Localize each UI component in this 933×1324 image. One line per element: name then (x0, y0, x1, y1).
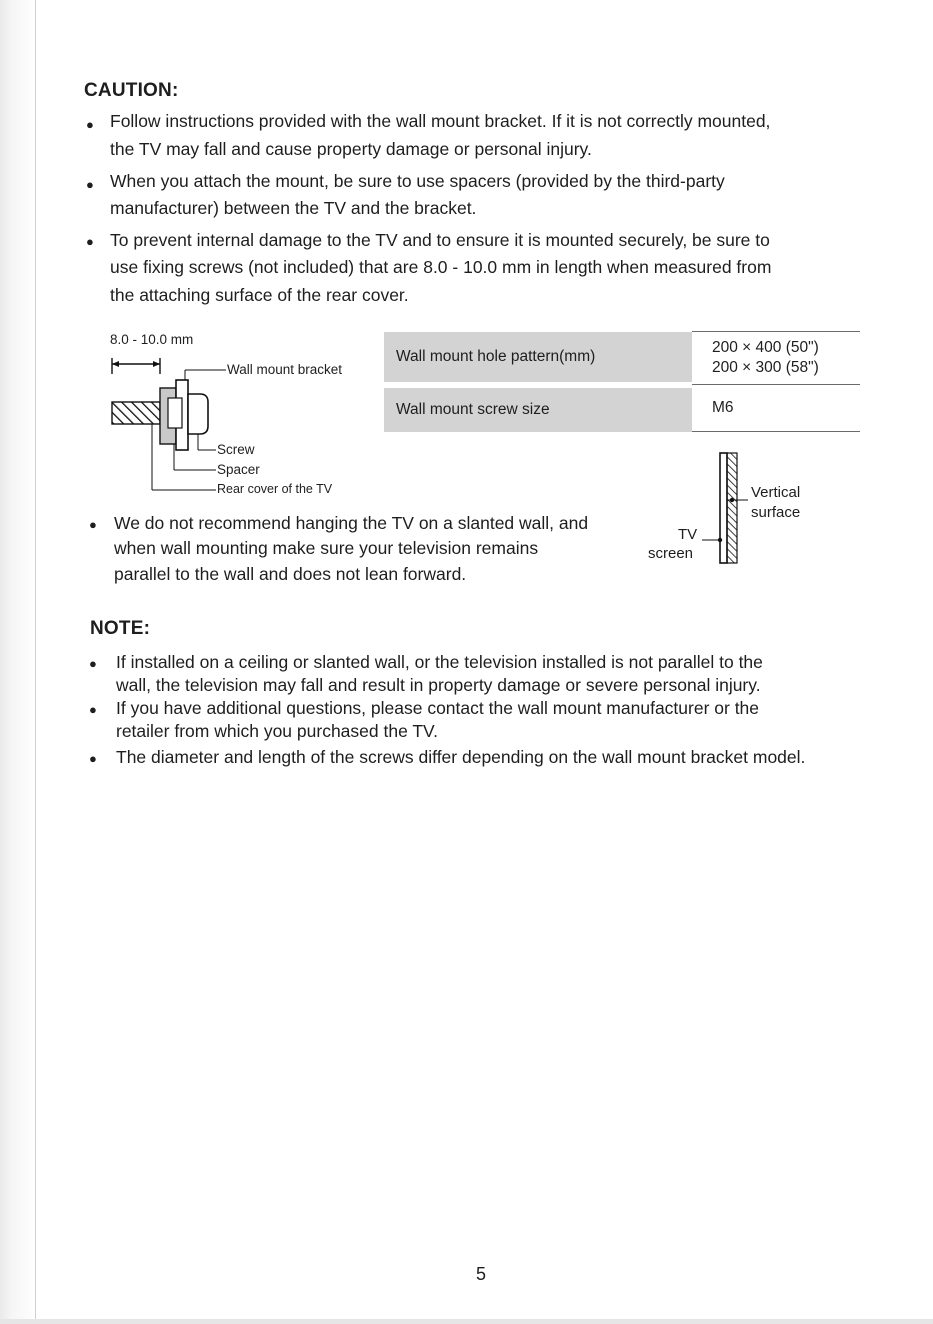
hole-pattern-label: Wall mount hole pattern(mm) (384, 332, 692, 385)
note-item-2-line-2: retailer from which you purchased the TV. (116, 721, 438, 741)
page-bottom-edge (0, 1319, 933, 1324)
caution-item-1-line-2: the TV may fall and cause property damage or personal injury. (110, 139, 592, 159)
screw-diagram-drawing (108, 330, 378, 505)
screw-size-value: M6 (692, 385, 860, 432)
bullet-icon: ● (89, 702, 97, 717)
caution-item-1-line-1: Follow instructions provided with the wall mount bracket. If it is not correctly mounted, (110, 111, 771, 131)
wall-mount-bracket-label: Wall mount bracket (227, 362, 343, 377)
bullet-icon: ● (86, 117, 94, 132)
screen-label: screen (648, 545, 694, 562)
note-item-1-line-1: If installed on a ceiling or slanted wall, or the television installed is not parallel to the (116, 652, 763, 672)
note-item-3-line-1: The diameter and length of the screws differ depending on the wall mount bracket model. (116, 747, 806, 767)
page-number: 5 (475, 1264, 486, 1284)
rear-cover-label: Rear cover of the TV (217, 482, 333, 496)
spec-row-hole-pattern (384, 332, 860, 385)
note-heading: NOTE: (90, 618, 151, 639)
bullet-icon: ● (89, 656, 97, 671)
caution-heading: CAUTION: (84, 80, 179, 101)
screw-mounting-diagram (108, 330, 378, 505)
page-binding-shadow (0, 0, 38, 1324)
caution-item-2-line-1: When you attach the mount, be sure to use spacers (provided by the third-party (110, 171, 725, 191)
note-item-1-line-2: wall, the television may fall and result in property damage or severe personal injury. (116, 675, 761, 695)
hole-pattern-value-50: 200 × 400 (50") (712, 339, 819, 356)
caution-item-3-line-1: To prevent internal damage to the TV and to ensure it is mounted securely, be sure to (110, 230, 770, 250)
screw-size-label: Wall mount screw size (384, 385, 692, 432)
vertical-wall-diagram (640, 448, 840, 573)
tv-label: TV (678, 526, 698, 543)
hole-pattern-values (692, 332, 860, 385)
caution-item-3-line-3: the attaching surface of the rear cover. (110, 285, 409, 305)
caution-item-3-line-2: use fixing screws (not included) that are 8.0 - 10.0 mm in length when measured from (110, 257, 772, 277)
bullet-icon: ● (86, 177, 94, 192)
screw-length-dimension: 8.0 - 10.0 mm (110, 332, 194, 347)
spacer-label: Spacer (217, 462, 260, 477)
surface-label: surface (751, 504, 801, 521)
caution-item-2-line-2: manufacturer) between the TV and the bracket. (110, 198, 477, 218)
caution-item-4-line-2: when wall mounting make sure your television remains (114, 538, 539, 558)
caution-item-4-line-3: parallel to the wall and does not lean forward. (114, 564, 467, 584)
bullet-icon: ● (86, 234, 94, 249)
spec-row-screw-size (384, 385, 860, 432)
vertical-label: Vertical (751, 484, 801, 501)
caution-item-4-line-1: We do not recommend hanging the TV on a slanted wall, and (114, 513, 589, 533)
note-item-2-line-1: If you have additional questions, please contact the wall mount manufacturer or the (116, 698, 760, 718)
page-binding-line (35, 0, 36, 1324)
hole-pattern-value-58: 200 × 300 (58") (712, 359, 819, 376)
wall-mount-spec-table (384, 331, 860, 432)
screw-label: Screw (217, 442, 255, 457)
bullet-icon: ● (89, 751, 97, 766)
bullet-icon: ● (89, 517, 97, 532)
